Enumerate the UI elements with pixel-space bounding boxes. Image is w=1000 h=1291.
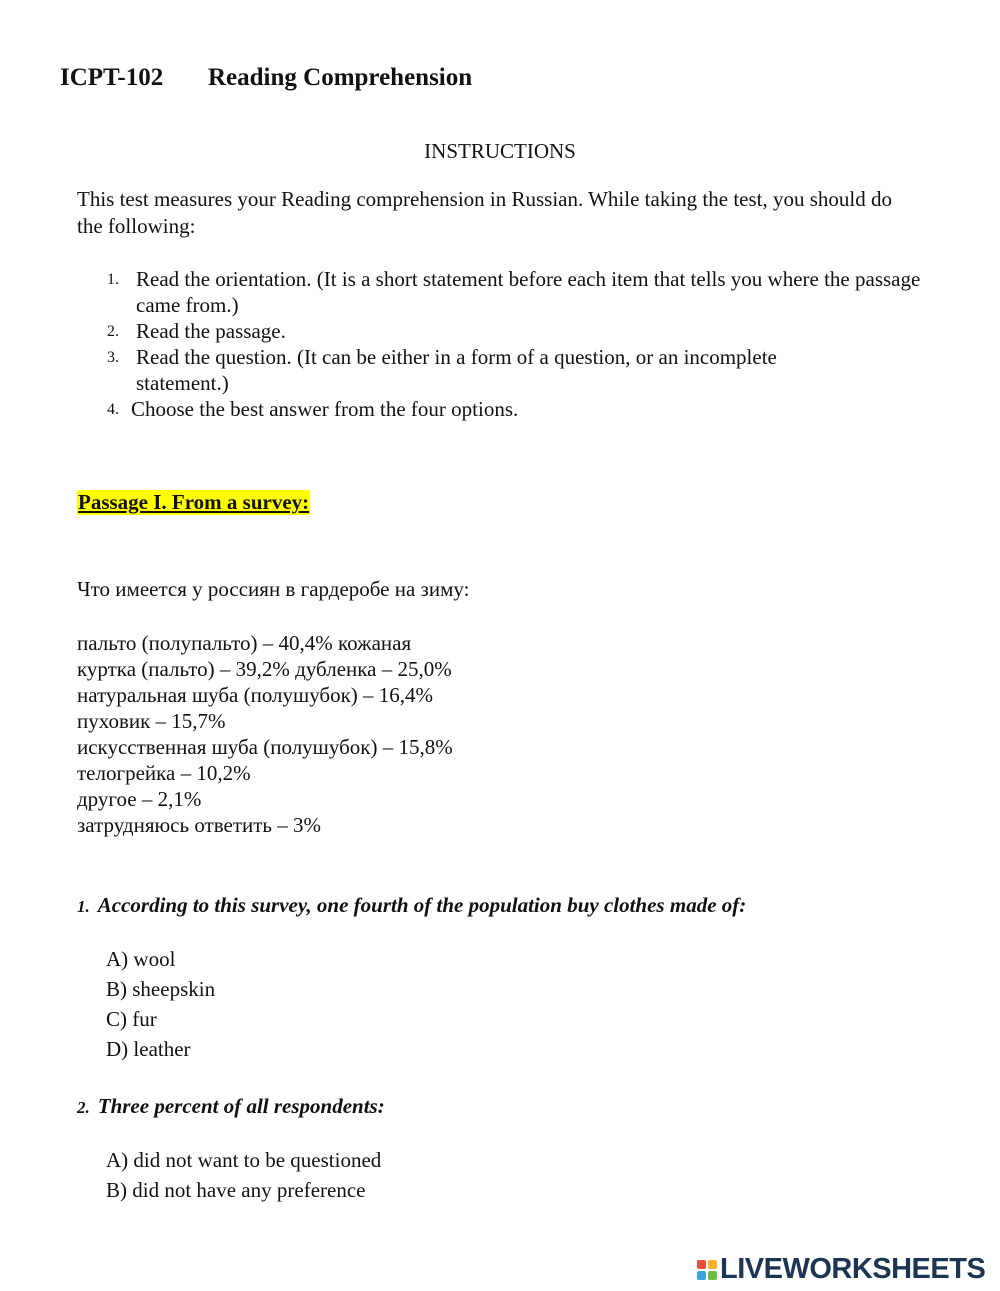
question-2-options	[106, 1145, 381, 1205]
instruction-step	[77, 344, 937, 396]
title-text: Reading Comprehension	[208, 64, 473, 91]
question-1	[77, 893, 746, 918]
question-2	[77, 1094, 385, 1119]
question-1-options	[106, 944, 215, 1064]
step-text: Read the question. (It can be either in a form of a question, or an incomplete statement.)	[136, 345, 777, 395]
liveworksheets-logo	[697, 1253, 985, 1286]
survey-line: искусственная шуба (полушубок) – 15,8%	[77, 735, 453, 759]
passage-label: Passage I. From a survey:	[78, 490, 310, 514]
instructions-intro: This test measures your Reading comprehension in Russian. While taking the test, you should do the following:	[77, 187, 892, 238]
course-code: ICPT-102	[60, 64, 164, 91]
step-number: 4.	[107, 401, 119, 418]
logo-square	[708, 1260, 717, 1269]
answer-option[interactable]: A) did not want to be questioned	[106, 1148, 382, 1172]
answer-option[interactable]: A) wool	[106, 947, 176, 971]
answer-option[interactable]: D) leather	[106, 1037, 191, 1061]
survey-line: пуховик – 15,7%	[77, 709, 226, 733]
survey-line: натуральная шуба (полушубок) – 16,4%	[77, 683, 434, 707]
survey-line: куртка (пальто) – 39,2% дубленка – 25,0%	[77, 657, 452, 681]
step-text: Read the orientation. (It is a short statement before each item that tells you where the passage came from.)	[136, 267, 921, 317]
question-number: 2.	[77, 1098, 90, 1117]
logo-square	[697, 1260, 706, 1269]
survey-question: Что имеется у россиян в гардеробе на зиму:	[77, 577, 470, 601]
question-text: Three percent of all respondents:	[97, 1094, 385, 1118]
step-number: 3.	[107, 349, 119, 366]
answer-option[interactable]: B) sheepskin	[106, 977, 216, 1001]
document-title	[60, 64, 472, 92]
survey-line: затрудняюсь ответить – 3%	[77, 813, 322, 837]
step-number: 2.	[107, 323, 119, 340]
instruction-step	[77, 266, 937, 318]
brand-name: LIVEWORKSHEETS	[720, 1253, 986, 1285]
answer-option[interactable]: C) fur	[106, 1007, 157, 1031]
survey-results	[77, 630, 453, 838]
instructions-heading: INSTRUCTIONS	[424, 139, 576, 163]
instruction-step	[77, 318, 937, 344]
answer-option[interactable]: B) did not have any preference	[106, 1178, 366, 1202]
question-number: 1.	[77, 897, 90, 916]
instruction-step	[77, 396, 937, 422]
liveworksheets-mark-icon	[697, 1260, 717, 1280]
step-text: Read the passage.	[136, 319, 286, 343]
survey-line: телогрейка – 10,2%	[77, 761, 251, 785]
step-text: Choose the best answer from the four options.	[131, 397, 519, 421]
survey-line: другое – 2,1%	[77, 787, 202, 811]
question-text: According to this survey, one fourth of the population buy clothes made of:	[97, 893, 747, 917]
logo-square	[697, 1271, 706, 1280]
survey-line: пальто (полупальто) – 40,4% кожаная	[77, 631, 412, 655]
logo-square	[708, 1271, 717, 1280]
instruction-steps	[77, 266, 937, 422]
step-number: 1.	[107, 271, 119, 288]
